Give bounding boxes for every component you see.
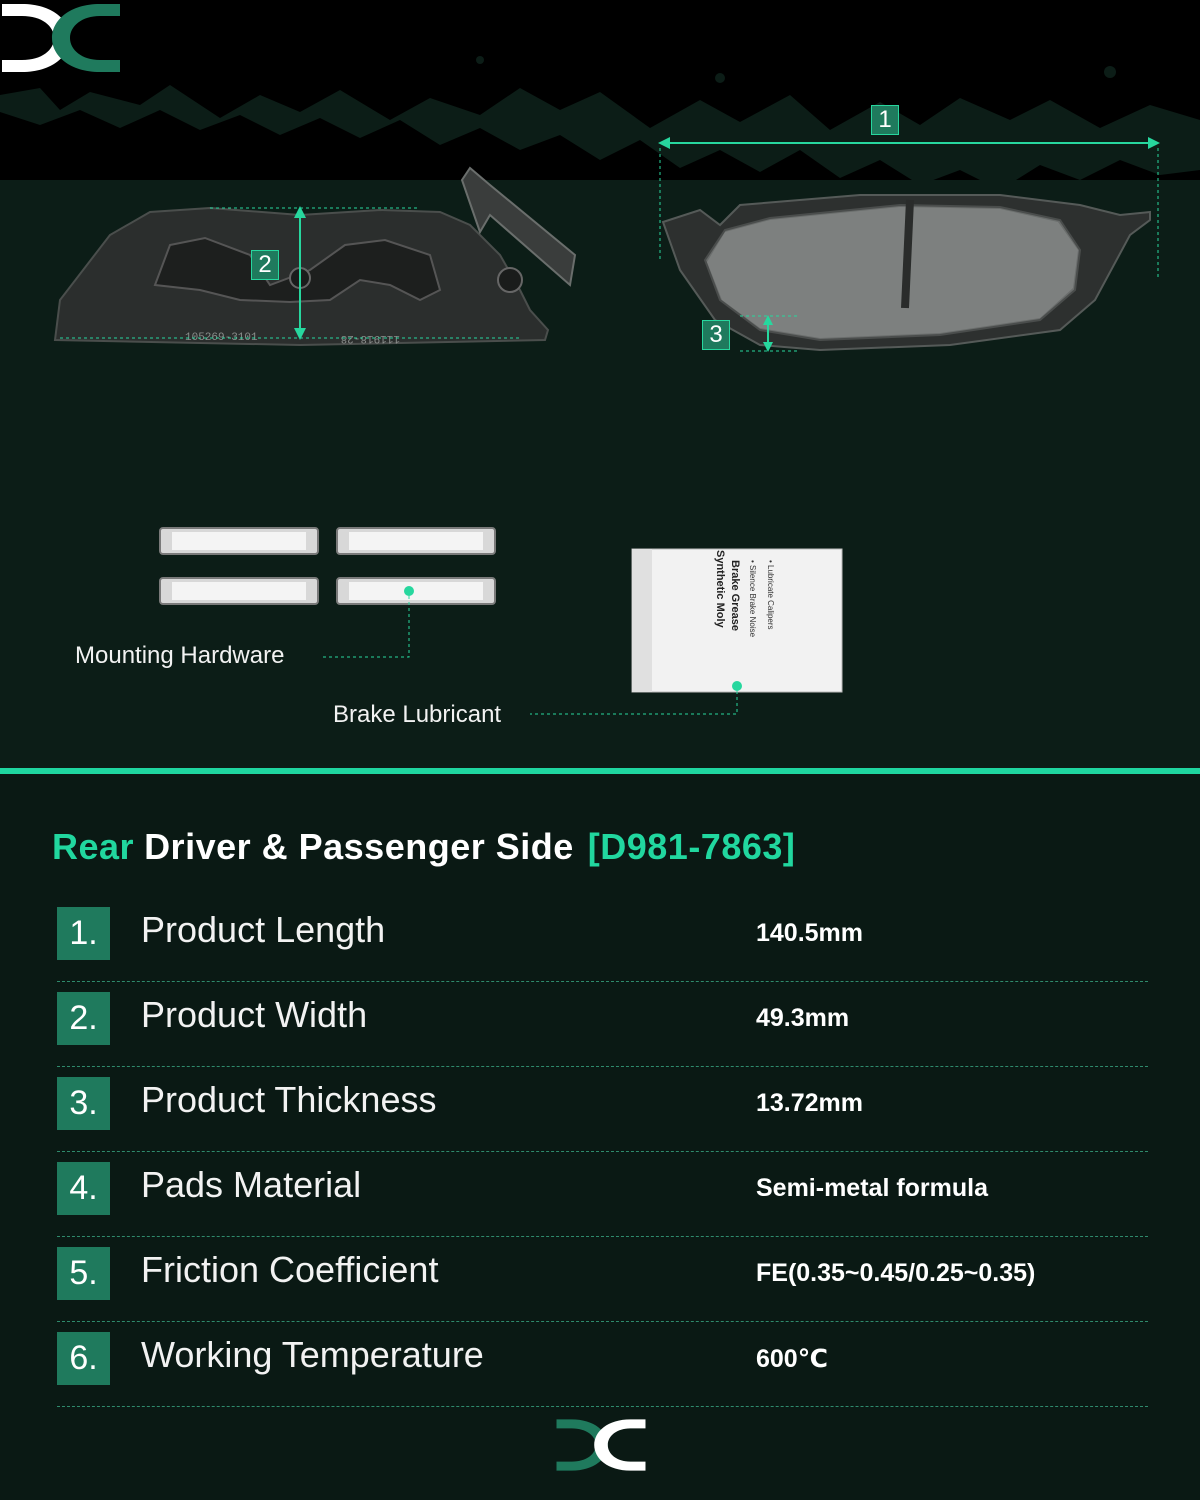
dimension-badge-thickness: 3: [702, 320, 730, 350]
spec-value: 13.72mm: [756, 1089, 864, 1117]
callout-brake-lubricant: Brake Lubricant: [333, 701, 502, 728]
grease-bullet-2: • Lubricate Calipers: [766, 560, 775, 630]
spec-number: 1.: [57, 907, 110, 960]
spec-label: Product Thickness: [141, 1079, 437, 1120]
title-accent-word: Rear: [52, 826, 135, 867]
spec-number: 3.: [57, 1077, 110, 1130]
spec-label: Pads Material: [141, 1164, 362, 1205]
spec-value: 49.3mm: [756, 1004, 850, 1032]
brand-logo-icon: [0, 0, 122, 76]
spec-row: [57, 1322, 1148, 1407]
spec-value: 140.5mm: [756, 919, 864, 947]
spec-label: Product Width: [141, 994, 368, 1035]
spec-row: [57, 1152, 1148, 1237]
grease-title-2: Brake Grease: [729, 560, 741, 631]
spec-label: Product Length: [141, 909, 386, 950]
spec-value: 600℃: [756, 1345, 828, 1373]
title-main-text: Driver & Passenger Side: [144, 826, 574, 867]
grease-bullet-1: • Silence Brake Noise: [748, 560, 757, 638]
dimension-badge-length: 1: [871, 105, 899, 135]
spec-row: [57, 982, 1148, 1067]
spec-number: 4.: [57, 1162, 110, 1215]
pad-code-left: 105269-3101: [185, 332, 258, 344]
spec-label: Friction Coefficient: [141, 1249, 439, 1290]
spec-number: 6.: [57, 1332, 110, 1385]
spec-value: FE(0.35~0.45/0.25~0.35): [756, 1259, 1036, 1287]
dimension-badge-width: 2: [251, 250, 279, 280]
spec-row: [57, 1067, 1148, 1152]
spec-row: [57, 897, 1148, 982]
spec-number: 5.: [57, 1247, 110, 1300]
spec-label: Working Temperature: [141, 1334, 484, 1375]
brand-logo-footer-icon: [555, 1416, 647, 1474]
grease-title-1: Synthetic Moly: [714, 550, 726, 628]
spec-value: Semi-metal formula: [756, 1174, 989, 1202]
spec-row: [57, 1237, 1148, 1322]
spec-number: 2.: [57, 992, 110, 1045]
pad-code-right: 111918-28: [340, 332, 400, 344]
callout-mounting-hardware: Mounting Hardware: [75, 642, 285, 669]
page-title: [52, 826, 795, 868]
part-number: [D981-7863]: [587, 826, 796, 867]
